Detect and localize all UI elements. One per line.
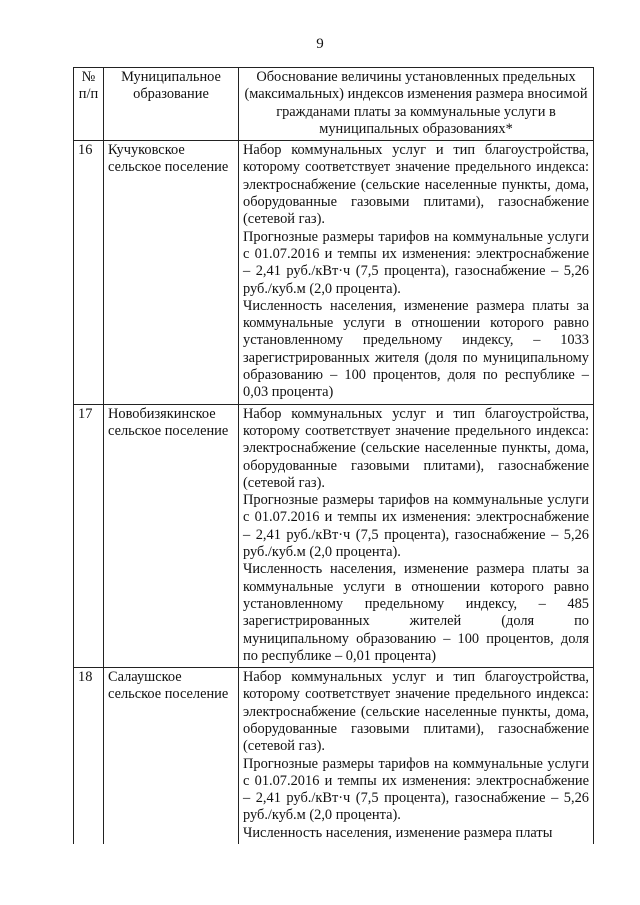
table-row [74,668,594,844]
index-justification-table [73,67,594,844]
utilities-set-paragraph: Набор коммунальных услуг и тип благоустройства, которому соответствует значение предельного индекса: электроснабжение (сельские населенные пункты, дома, оборудованные газовыми плитами), газоснабжение (сетевой газ). [243,405,589,491]
table-body [74,141,594,844]
header-number: № п/п [74,68,104,141]
tariff-forecast-paragraph: Прогнозные размеры тарифов на коммунальные услуги с 01.07.2016 и темпы их изменения: электроснабжение – 2,41 руб./кВт·ч (7,5 процента), газоснабжение – 5,26 руб./куб.м (2,0 процента). [243,492,589,561]
row-number: 16 [74,141,104,404]
header-municipality: Муниципальное образование [104,68,239,141]
municipality-name: Новобизякинское сельское поселение [104,404,239,667]
municipality-name: Салаушское сельское поселение [104,668,239,844]
table-header [74,68,594,141]
municipality-name: Кучуковское сельское поселение [104,141,239,404]
justification-cell [239,668,594,844]
justification-cell [239,404,594,667]
justification-cell [239,141,594,404]
tariff-forecast-paragraph: Прогнозные размеры тарифов на коммунальные услуги с 01.07.2016 и темпы их изменения: электроснабжение – 2,41 руб./кВт·ч (7,5 процента), газоснабжение – 5,26 руб./куб.м (2,0 процента). [243,228,589,297]
table-row [74,141,594,404]
population-paragraph: Численность населения, изменение размера платы за коммунальные услуги в отношении которого равно установленному предельному индексу, – 485 зарегистрированных жителей (доля по муниципальному образованию – 100 процентов, доля по республике – 0,01 процента) [243,561,589,664]
header-justification: Обоснование величины установленных предельных (максимальных) индексов изменения размера вносимой гражданами платы за коммунальные услуги в муниципальных образованиях* [239,68,594,141]
utilities-set-paragraph: Набор коммунальных услуг и тип благоустройства, которому соответствует значение предельного индекса: электроснабжение (сельские населенные пункты, дома, оборудованные газовыми плитами), газоснабжение (сетевой газ). [243,142,589,228]
page-number: 9 [316,36,324,52]
utilities-set-paragraph: Набор коммунальных услуг и тип благоустройства, которому соответствует значение предельного индекса: электроснабжение (сельские населенные пункты, дома, оборудованные газовыми плитами), газоснабжение (сетевой газ). [243,669,589,755]
population-paragraph: Численность населения, изменение размера платы за коммунальные услуги в отношении которого равно установленному предельному индексу, – 1033 зарегистрированных жителя (доля по муниципальному образованию – 100 процентов, доля по республике – 0,03 процента) [243,297,589,401]
tariff-forecast-paragraph: Прогнозные размеры тарифов на коммунальные услуги с 01.07.2016 и темпы их изменения: электроснабжение – 2,41 руб./кВт·ч (7,5 процента), газоснабжение – 5,26 руб./куб.м (2,0 процента). [243,755,589,824]
population-paragraph: Численность населения, изменение размера платы [243,824,553,841]
row-number: 17 [74,404,104,667]
table-row [74,404,594,667]
row-number: 18 [74,668,104,844]
